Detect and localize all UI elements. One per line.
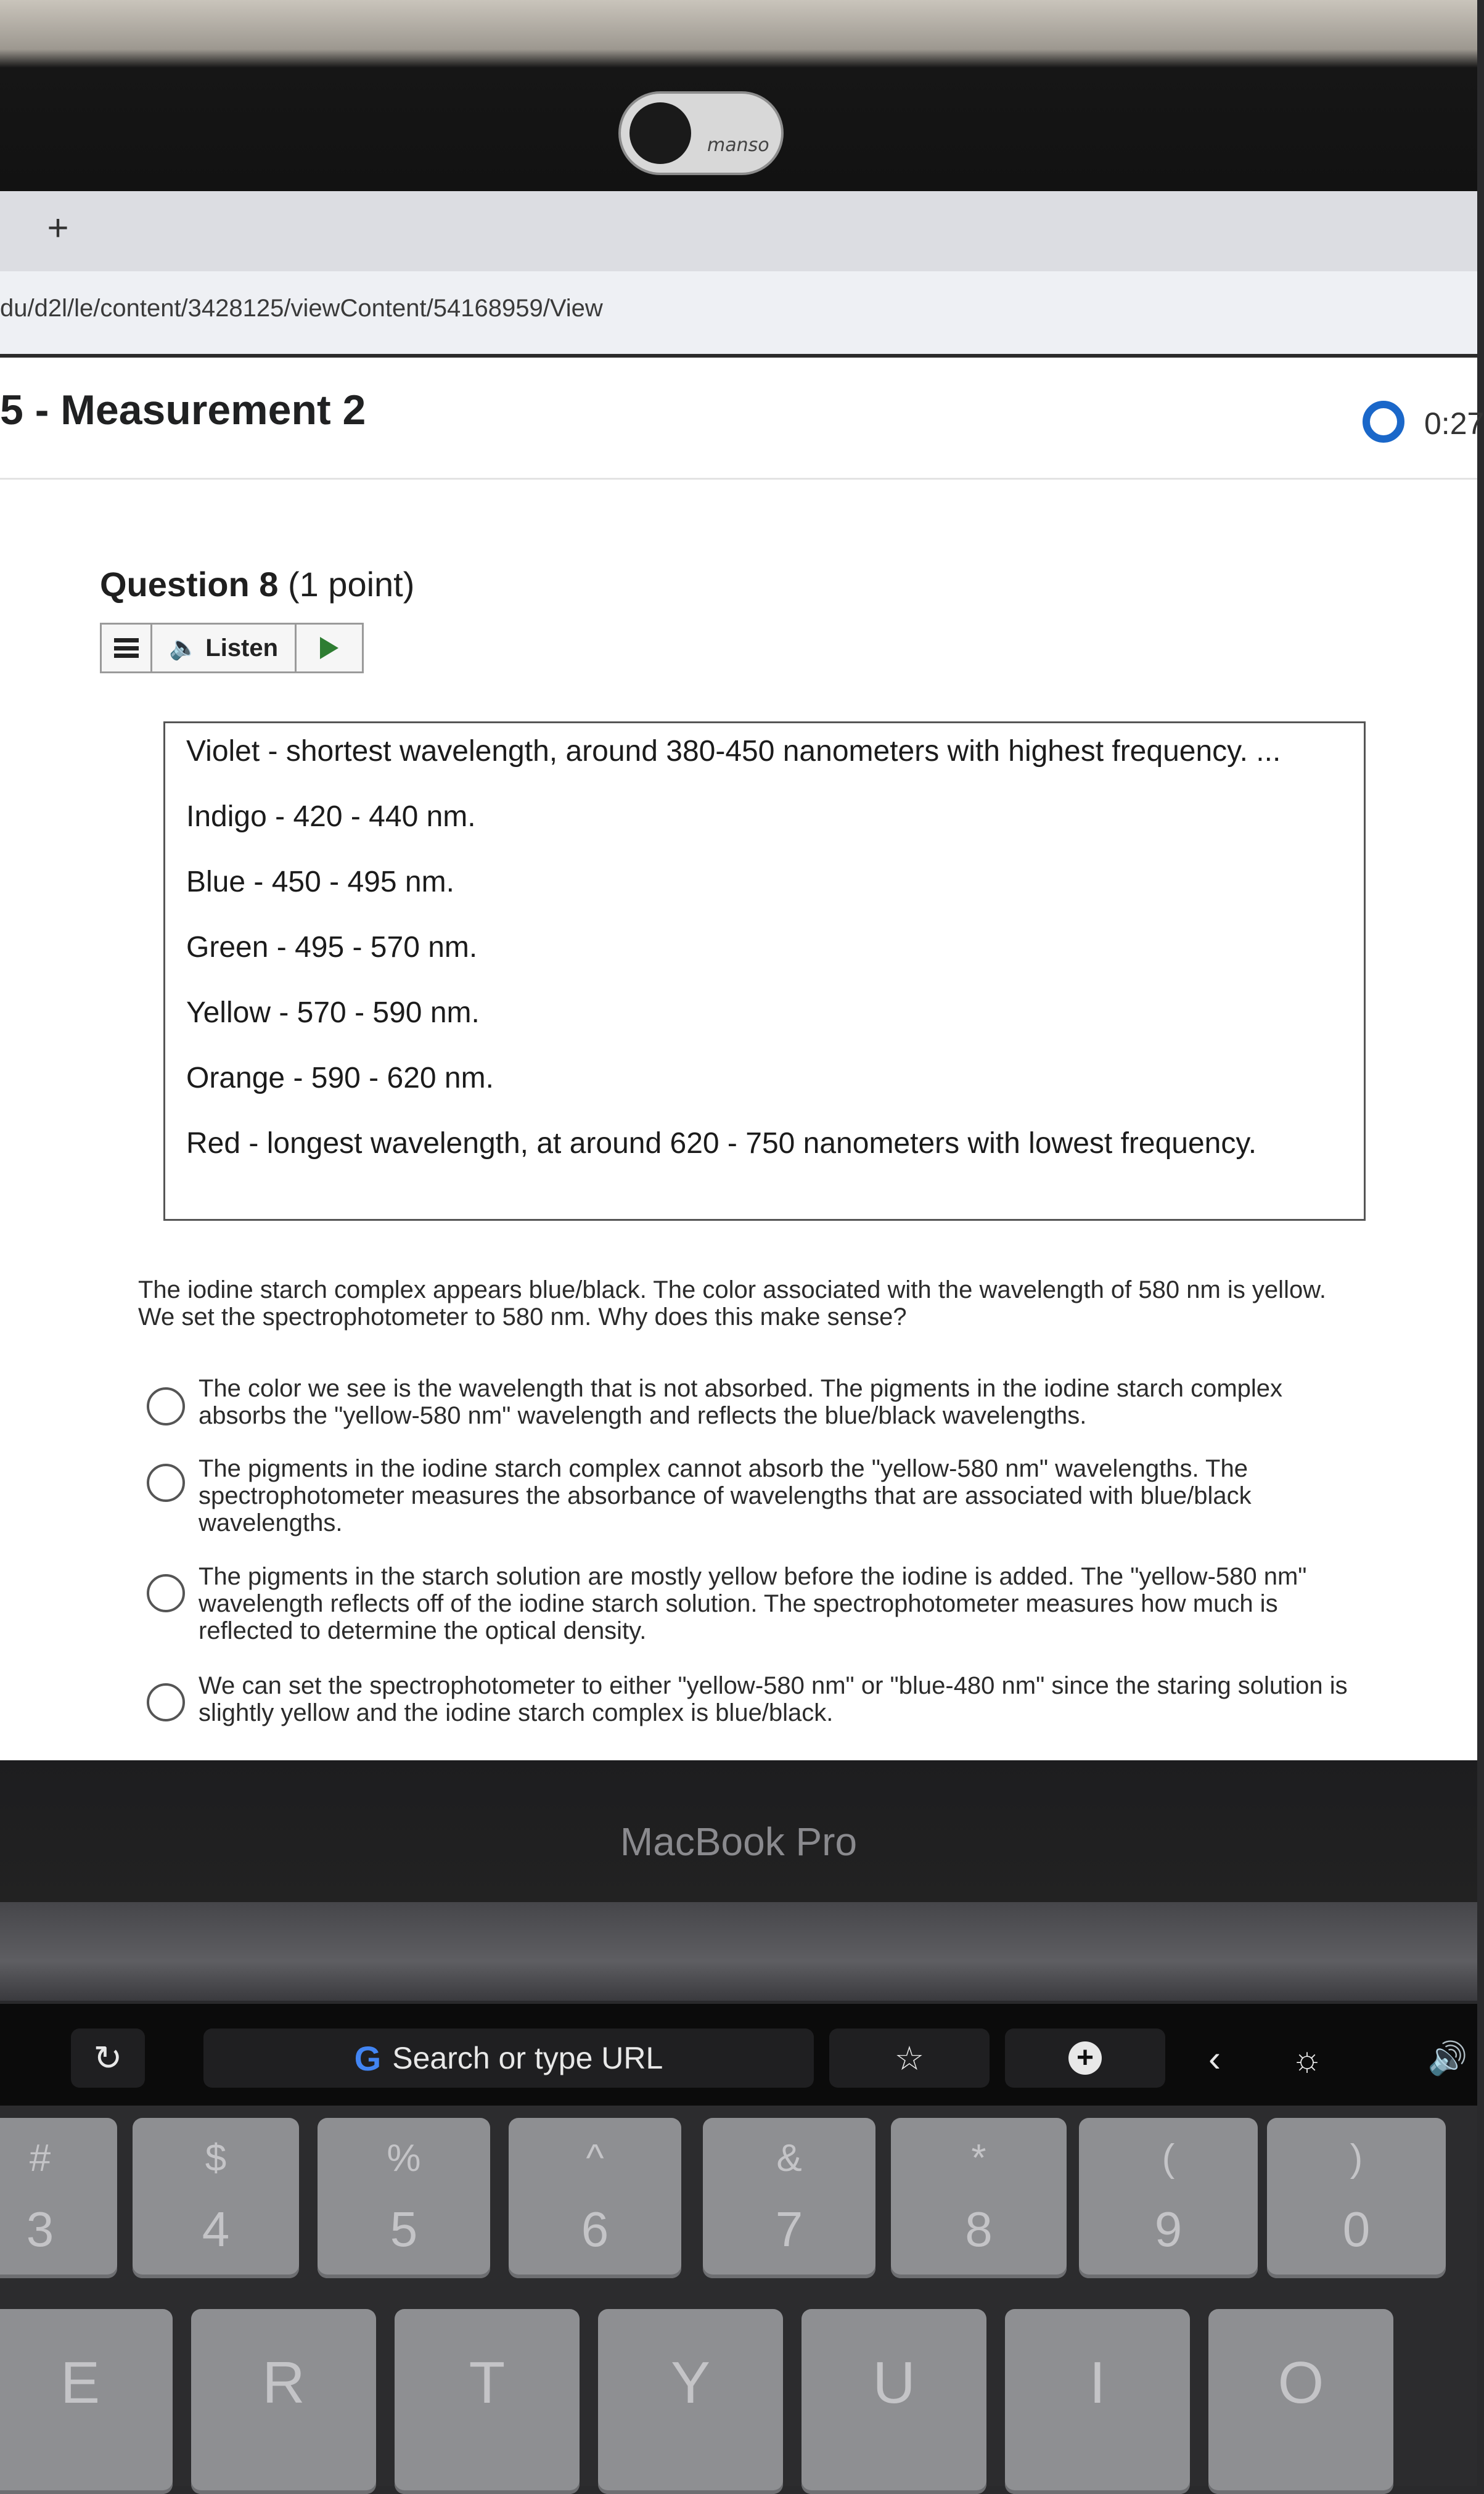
plus-icon: + bbox=[1068, 2041, 1102, 2075]
key-number: 4 bbox=[202, 2202, 230, 2257]
key-number: 5 bbox=[390, 2202, 418, 2257]
key-number: 8 bbox=[965, 2202, 993, 2257]
webcam-cover bbox=[618, 91, 784, 175]
address-bar[interactable] bbox=[0, 271, 1477, 358]
reload-button[interactable] bbox=[71, 2028, 145, 2088]
brightness-icon: ☼ bbox=[1291, 2038, 1323, 2078]
key-symbol: * bbox=[971, 2137, 986, 2180]
key-e[interactable] bbox=[0, 2309, 173, 2494]
key-i[interactable] bbox=[1005, 2309, 1190, 2494]
key-4[interactable] bbox=[133, 2118, 299, 2278]
key-symbol: # bbox=[29, 2137, 51, 2180]
url-text[interactable]: du/d2l/le/content/3428125/viewContent/54168959/View bbox=[0, 295, 603, 322]
key-u[interactable] bbox=[801, 2309, 986, 2494]
browser-tab-strip bbox=[0, 191, 1477, 271]
answer-option-text[interactable]: We can set the spectrophotometer to either "yellow-580 nm" or "blue-480 nm" since the staring solution is slightly yellow and the iodine starch complex is blue/black. bbox=[199, 1672, 1348, 1726]
key-0[interactable] bbox=[1267, 2118, 1446, 2278]
key-letter: O bbox=[1277, 2350, 1324, 2416]
key-letter: E bbox=[60, 2350, 100, 2416]
play-button[interactable] bbox=[297, 625, 362, 671]
star-icon: ☆ bbox=[894, 2040, 925, 2077]
key-number: 3 bbox=[26, 2202, 54, 2257]
answer-option-text[interactable]: The pigments in the iodine starch complex cannot absorb the "yellow-580 nm" wavelengths. The spectrophotometer measures the absorbance of wavelengths that are associated with blue/black wavelengths. bbox=[199, 1455, 1252, 1536]
laptop-hinge bbox=[0, 1902, 1477, 2001]
wavelength-line: Blue - 450 - 495 nm. bbox=[186, 866, 454, 898]
readspeaker-toolbar bbox=[100, 623, 364, 673]
answer-option-4[interactable] bbox=[147, 1672, 1367, 1771]
new-tab-button[interactable]: + bbox=[47, 207, 69, 248]
page-header bbox=[0, 358, 1484, 480]
brightness-button[interactable] bbox=[1270, 2028, 1344, 2088]
answer-option-3[interactable] bbox=[147, 1563, 1367, 1662]
page-title: 5 - Measurement 2 bbox=[0, 387, 366, 433]
key-letter: R bbox=[262, 2350, 305, 2416]
wavelength-line: Orange - 590 - 620 nm. bbox=[186, 1062, 494, 1094]
question-stem: The iodine starch complex appears blue/black. The color associated with the wavelength of 580 nm is yellow. We set the spectrophotometer to 580 nm. Why does this make sense? bbox=[138, 1276, 1326, 1331]
key-y[interactable] bbox=[598, 2309, 783, 2494]
new-tab-touch-button[interactable] bbox=[1005, 2028, 1165, 2088]
answer-option-2[interactable] bbox=[147, 1455, 1367, 1554]
radio-button[interactable] bbox=[147, 1464, 185, 1502]
key-letter: Y bbox=[670, 2350, 711, 2416]
key-symbol: ) bbox=[1350, 2137, 1363, 2180]
key-number: 0 bbox=[1342, 2202, 1371, 2257]
key-o[interactable] bbox=[1208, 2309, 1393, 2494]
key-r[interactable] bbox=[191, 2309, 376, 2494]
menu-icon bbox=[114, 638, 139, 658]
key-number: 7 bbox=[775, 2202, 803, 2257]
bookmark-button[interactable] bbox=[829, 2028, 990, 2088]
key-5[interactable] bbox=[318, 2118, 490, 2278]
key-letter: U bbox=[872, 2350, 916, 2416]
answer-option-text[interactable]: The pigments in the starch solution are mostly yellow before the iodine is added. The "yellow-580 nm" wavelength reflects off of the iodine starch solution. The spectrophotometer measures how much is reflected to determine the optical density. bbox=[199, 1563, 1307, 1644]
google-icon: G bbox=[354, 2038, 382, 2078]
key-letter: I bbox=[1089, 2350, 1106, 2416]
key-8[interactable] bbox=[891, 2118, 1067, 2278]
radio-button[interactable] bbox=[147, 1683, 185, 1721]
webcam-cover-brand: manso bbox=[707, 134, 769, 156]
readspeaker-menu-button[interactable] bbox=[102, 625, 152, 671]
question-heading bbox=[100, 564, 414, 604]
timer-icon bbox=[1363, 401, 1404, 443]
key-9[interactable] bbox=[1079, 2118, 1258, 2278]
volume-icon: 🔊 bbox=[1427, 2040, 1468, 2077]
screen bbox=[0, 191, 1484, 1760]
touchbar-search-text: Search or type URL bbox=[392, 2041, 663, 2075]
webcam-cover-slider bbox=[629, 102, 691, 164]
wavelength-line: Yellow - 570 - 590 nm. bbox=[186, 996, 480, 1029]
reload-icon: ↻ bbox=[93, 2038, 123, 2077]
key-t[interactable] bbox=[395, 2309, 580, 2494]
answer-option-text[interactable]: The color we see is the wavelength that is not absorbed. The pigments in the iodine starch complex absorbs the "yellow-580 nm" wavelength and reflects the blue/black wavelengths. bbox=[199, 1375, 1283, 1429]
radio-button[interactable] bbox=[147, 1387, 185, 1425]
listen-button[interactable] bbox=[152, 625, 297, 671]
question-number: Question 8 bbox=[100, 565, 279, 604]
key-number: 9 bbox=[1154, 2202, 1183, 2257]
chevron-left-icon: ‹ bbox=[1208, 2037, 1221, 2079]
key-7[interactable] bbox=[703, 2118, 875, 2278]
wavelength-info-box bbox=[163, 721, 1366, 1221]
timer-text: 0:27 bbox=[1424, 406, 1484, 441]
key-letter: T bbox=[469, 2350, 506, 2416]
speaker-icon: 🔈 bbox=[168, 635, 199, 661]
collapse-button[interactable] bbox=[1187, 2028, 1242, 2088]
key-3[interactable] bbox=[0, 2118, 117, 2278]
key-symbol: $ bbox=[205, 2137, 227, 2180]
wavelength-line: Green - 495 - 570 nm. bbox=[186, 931, 478, 964]
question-points: (1 point) bbox=[287, 565, 415, 604]
key-number: 6 bbox=[581, 2202, 609, 2257]
wavelength-line: Indigo - 420 - 440 nm. bbox=[186, 800, 476, 833]
key-symbol: & bbox=[776, 2137, 802, 2180]
key-symbol: ^ bbox=[586, 2137, 604, 2180]
quiz-page bbox=[0, 358, 1484, 1760]
touchbar-search-field[interactable] bbox=[203, 2028, 814, 2088]
play-icon bbox=[320, 637, 338, 659]
listen-label: Listen bbox=[205, 634, 279, 662]
wavelength-line: Violet - shortest wavelength, around 380-450 nanometers with highest frequency. ... bbox=[186, 735, 1281, 768]
keyboard bbox=[0, 2106, 1477, 2486]
wavelength-line: Red - longest wavelength, at around 620 - 750 nanometers with lowest frequency. bbox=[186, 1127, 1257, 1160]
touch-bar bbox=[0, 2004, 1477, 2106]
key-symbol: % bbox=[387, 2137, 421, 2180]
key-6[interactable] bbox=[509, 2118, 681, 2278]
volume-button[interactable] bbox=[1418, 2028, 1477, 2088]
key-symbol: ( bbox=[1162, 2137, 1175, 2180]
radio-button[interactable] bbox=[147, 1574, 185, 1612]
laptop-model-label: MacBook Pro bbox=[620, 1819, 858, 1864]
